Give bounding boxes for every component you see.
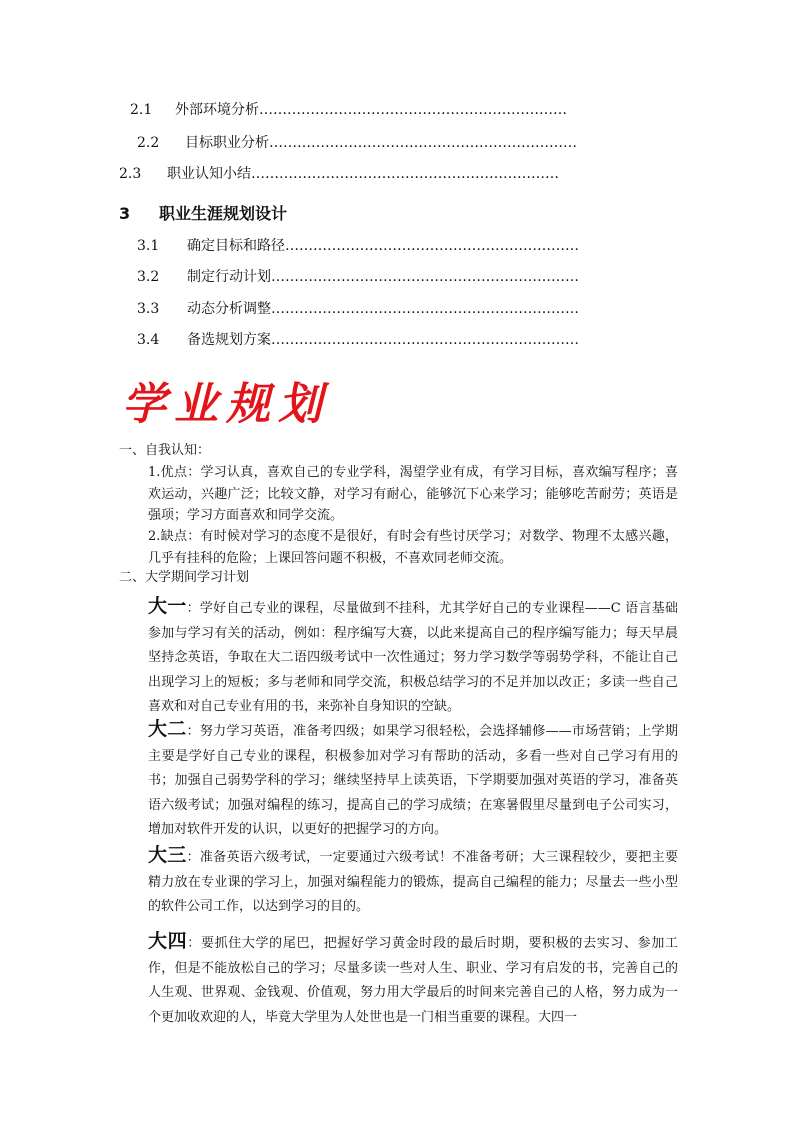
year-plan-text: ：准备英语六级考试，一定要通过六级考试！不准备考研；大三课程较少，要把主要精力放在专业课的学习上，加强对编程能力的锻炼，提高自己编程的能力；尽量去一些小型的软件公司工作，以达到学习的目的。 (148, 850, 678, 914)
toc-number: 2.2 (137, 135, 160, 151)
strengths-paragraph: 1.优点：学习认真，喜欢自己的专业学科，渴望学业有成，有学习目标，喜欢编写程序；喜欢运动，兴趣广泛；比较文静，对学习有耐心，能够沉下心来学习；能够吃苦耐劳；英语是强项；学习方面喜欢和同学交流。 (148, 465, 678, 523)
year-label: 大三 (148, 844, 187, 866)
year-label: 大四 (148, 930, 188, 952)
toc-item-3-1[interactable] (137, 236, 579, 256)
section-title: 职业生涯规划设计 (159, 204, 288, 223)
toc-leader-dots: ……………………………………………………… (285, 238, 579, 254)
year-4-plan (148, 929, 678, 1030)
toc-leader-dots: ………………………………………………………… (269, 135, 577, 151)
toc-label: 制定行动计划 (187, 269, 271, 285)
toc-number: 3.4 (137, 332, 160, 348)
study-plan-heading: 二、大学期间学习计划 (119, 570, 250, 585)
year-2-plan (148, 717, 678, 843)
year-label: 大一 (148, 595, 187, 617)
year-label: 大二 (148, 718, 187, 740)
self-cognition-heading: 一、自我认知： (119, 443, 211, 458)
toc-leader-dots: ………………………………………………………… (251, 166, 559, 182)
section-number: 3 (119, 204, 131, 223)
toc-item-2-2[interactable] (137, 133, 577, 153)
toc-number: 2.3 (119, 166, 142, 182)
toc-item-3-2[interactable] (137, 267, 579, 287)
weaknesses-paragraph: 2.缺点：有时候对学习的态度不是很好，有时会有些讨厌学习；对数学、物理不太感兴趣，几乎有挂科的危险；上课回答问题不积极，不喜欢同老师交流。 (148, 529, 678, 566)
toc-number: 3.2 (137, 269, 160, 285)
toc-number: 2.1 (130, 102, 153, 118)
toc-number: 3.3 (137, 301, 160, 317)
year-plan-text: ：学好自己专业的课程，尽量做到不挂科，尤其学好自己的专业课程——C 语言基础参加与学习有关的活动，例如：程序编写大赛，以此来提高自己的程序编写能力；每天早晨坚持念英语，争取在大二语四级考试中一次性通过；努力学习数学等弱势学科，不能让自己出现学习上的短板；多与老师和同学交流，积极总结学习的不足并加以改正；多读一些自己喜欢和对自己专业有用的书，来弥补自身知识的空缺。 (148, 601, 678, 714)
year-plan-text: ：努力学习英语，准备考四级；如果学习很轻松，会选择辅修——市场营销；上学期主要是学好自己专业的课程，积极参加对学习有帮助的活动，多看一些对自己学习有用的书；加强自己弱势学科的学习；继续坚持早上读英语，下学期要加强对英语的学习，准备英语六级考试；加强对编程的练习，提高自己的学习成绩；在寒暑假里尽量到电子公司实习，增加对软件开发的认识，以更好的把握学习的方向。 (148, 724, 678, 837)
toc-section-3-heading[interactable] (119, 201, 287, 224)
toc-label: 备选规划方案 (187, 332, 271, 348)
year-1-plan (148, 594, 678, 720)
toc-label: 外部环境分析 (175, 102, 259, 118)
toc-leader-dots: ………………………………………………………… (271, 269, 579, 285)
study-plan-banner-title: 学业规划 (122, 379, 330, 430)
year-3-plan (148, 843, 678, 920)
toc-label: 职业认知小结 (167, 166, 251, 182)
toc-label: 确定目标和路径 (187, 238, 285, 254)
toc-item-2-3[interactable] (119, 164, 559, 184)
toc-number: 3.1 (137, 238, 160, 254)
toc-label: 动态分析调整 (187, 301, 271, 317)
year-plan-text: ：要抓住大学的尾巴，把握好学习黄金时段的最后时期，要积极的去实习、参加工作，但是不能放松自己的学习；尽量多读一些对人生、职业、学习有启发的书，完善自己的人生观、世界观、金钱观、价值观，努力用大学最后的时间来完善自己的人格，努力成为一个更加收欢迎的人，毕竟大学里为人处世也是一门相当重要的课程。大四一 (148, 936, 678, 1025)
toc-item-3-4[interactable] (137, 330, 579, 350)
toc-leader-dots: ………………………………………………………… (271, 301, 579, 317)
toc-leader-dots: ………………………………………………………… (259, 102, 567, 118)
toc-item-2-1[interactable] (130, 100, 567, 120)
toc-label: 目标职业分析 (185, 135, 269, 151)
toc-leader-dots: ………………………………………………………… (271, 332, 579, 348)
toc-item-3-3[interactable] (137, 299, 579, 319)
